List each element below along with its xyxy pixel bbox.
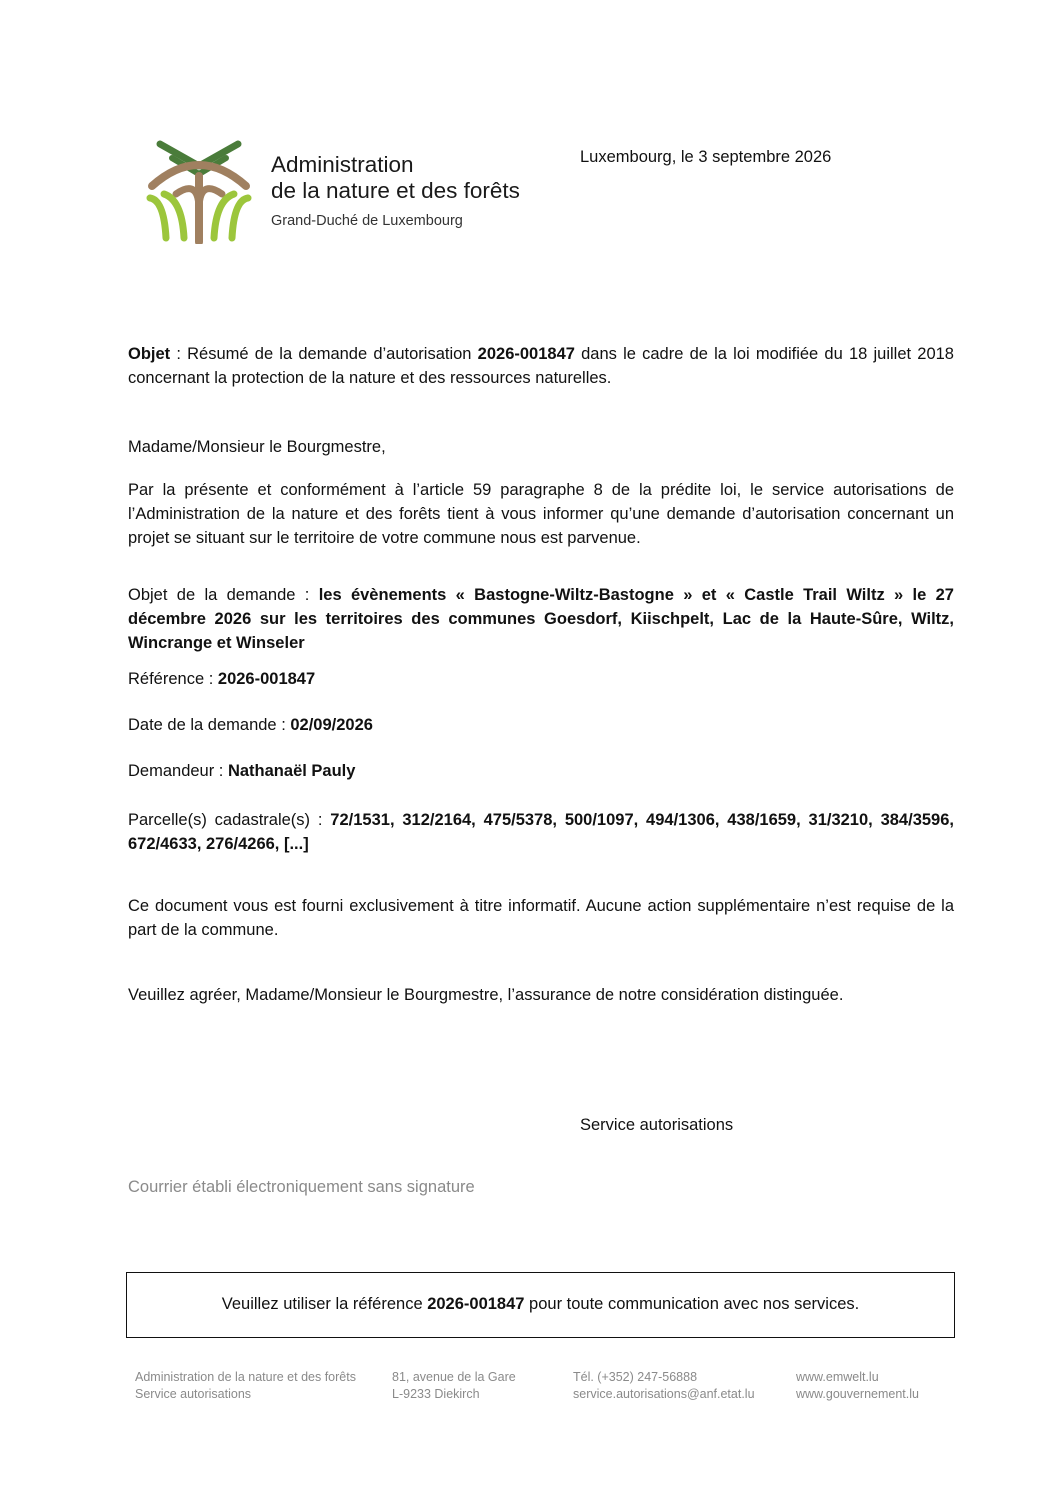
footer-phone: Tél. (+352) 247-56888 bbox=[573, 1370, 698, 1384]
info-note-paragraph: Ce document vous est fourni exclusivement à titre informatif. Aucune action supplémentaire n’est requise de la part de la commune. bbox=[128, 897, 954, 939]
org-subtitle: Grand-Duché de Luxembourg bbox=[271, 213, 463, 229]
subject-paragraph bbox=[128, 342, 954, 390]
parcels-paragraph bbox=[128, 808, 954, 856]
parcels-value: 72/1531, 312/2164, 475/5378, 500/1097, 494/1306, 438/1659, 31/3210, 384/3596, 672/4633, 276/4266, [...] bbox=[128, 811, 954, 853]
footer-email-link[interactable]: service.autorisations@anf.etat.lu bbox=[573, 1387, 755, 1401]
footer-city: L-9233 Diekirch bbox=[392, 1387, 480, 1401]
applicant-line bbox=[128, 759, 954, 783]
reference-box-text-1: Veuillez utiliser la référence bbox=[221, 1295, 428, 1313]
request-object-paragraph bbox=[128, 583, 954, 655]
org-name-line1: Administration bbox=[271, 152, 414, 177]
footer-column-websites bbox=[796, 1369, 919, 1403]
footer-street: 81, avenue de la Gare bbox=[392, 1370, 516, 1384]
subject-separator: : bbox=[170, 345, 188, 363]
reference-box-text bbox=[127, 1295, 954, 1314]
org-name-line2: de la nature et des forêts bbox=[271, 178, 520, 203]
reference-line bbox=[128, 667, 954, 691]
footer-column-address bbox=[392, 1369, 516, 1403]
parcels-label: Parcelle(s) cadastrale(s) : bbox=[128, 811, 331, 829]
anf-tree-logo-icon bbox=[146, 138, 252, 244]
reference-value: 2026-001847 bbox=[217, 670, 316, 688]
request-object-value: les évènements « Bastogne-Wiltz-Bastogne » et « Castle Trail Wiltz » le 27 décembre 2026 sur les territoires des communes Goesdorf, Kiischpelt, Lac de la Haute-Sûre, Wiltz, Wincrange et Winseler bbox=[128, 586, 954, 652]
request-date-label: Date de la demande : bbox=[128, 716, 291, 734]
footer-column-contact bbox=[573, 1369, 755, 1403]
request-date-value: 02/09/2026 bbox=[290, 716, 373, 734]
intro-paragraph: Par la présente et conformément à l’article 59 paragraphe 8 de la prédite loi, le service autorisations de l’Administration de la nature et des forêts tient à vous informer qu’une demande d’autorisation concernant un projet se situant sur le territoire de votre commune nous est parvenue. bbox=[128, 481, 954, 547]
signature-service: Service autorisations bbox=[580, 1116, 734, 1134]
subject-request-number: 2026-001847 bbox=[477, 345, 575, 363]
electronic-signature-note: Courrier établi électroniquement sans signature bbox=[128, 1178, 475, 1196]
subject-text-1: Résumé de la demande d’autorisation bbox=[187, 345, 478, 363]
footer-column-organisation bbox=[135, 1369, 356, 1403]
request-date-line bbox=[128, 713, 954, 737]
reference-box-text-2: pour toute communication avec nos services. bbox=[524, 1295, 860, 1313]
subject-label: Objet bbox=[128, 345, 171, 363]
applicant-label: Demandeur : bbox=[128, 762, 228, 780]
footer-website-emwelt-link[interactable]: www.emwelt.lu bbox=[796, 1370, 879, 1384]
footer-service-name: Service autorisations bbox=[135, 1387, 252, 1401]
reference-box-number: 2026-001847 bbox=[427, 1295, 525, 1313]
footer-org-name: Administration de la nature et des forêts bbox=[135, 1370, 356, 1384]
letter-date: Luxembourg, le 3 septembre 2026 bbox=[580, 148, 832, 166]
footer-website-gouvernement-link[interactable]: www.gouvernement.lu bbox=[796, 1387, 919, 1401]
closing-paragraph: Veuillez agréer, Madame/Monsieur le Bourgmestre, l’assurance de notre considération distinguée. bbox=[128, 986, 844, 1004]
reference-box bbox=[126, 1272, 955, 1338]
request-object-label: Objet de la demande : bbox=[128, 586, 319, 604]
subject-text-2: dans le cadre de la loi modifiée du 18 juillet 2018 concernant la protection de la nature et des ressources naturelles. bbox=[128, 345, 954, 387]
applicant-value: Nathanaël Pauly bbox=[227, 762, 356, 780]
salutation: Madame/Monsieur le Bourgmestre, bbox=[128, 438, 386, 456]
reference-label: Référence : bbox=[128, 670, 218, 688]
